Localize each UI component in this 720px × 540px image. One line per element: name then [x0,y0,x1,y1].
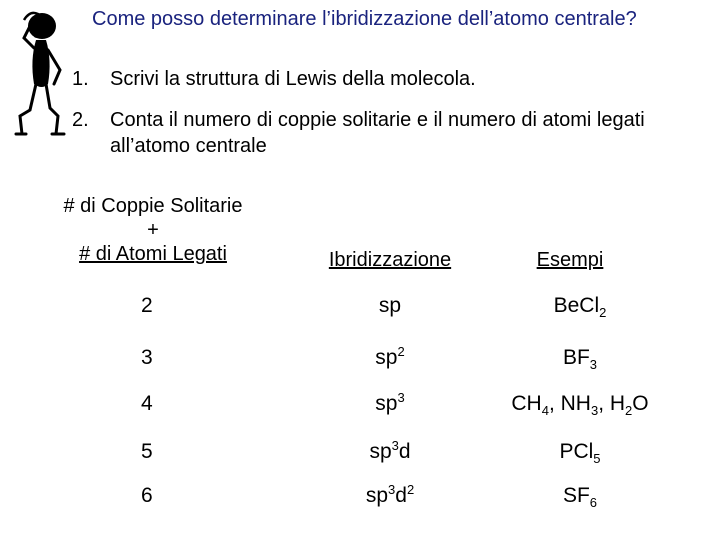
header-hybridization: Ibridizzazione [328,249,452,271]
row-count: 5 [141,440,153,463]
header-plus: + [147,219,159,241]
row-hybridization: $sp^2$ [375,344,405,369]
step-number: 2. [72,109,89,131]
row-example: $CH_4$, $NH_3$, $H_2O$ [511,392,649,419]
step-text: Conta il numero di coppie solitarie e il numero di atomi legati all’atomo centrale [110,109,645,157]
row-example: BeCl$_2$ [553,294,607,321]
row-example: $SF_6$ [562,484,598,511]
row-count: 3 [141,346,153,369]
row-count: 6 [141,484,153,507]
row-count: 4 [141,392,153,415]
row-hybridization: $sp^3d$ [369,438,411,463]
row-example: $BF_3$ [562,346,598,373]
header-examples: Esempi [536,249,604,271]
thinking-stick-figure-icon [2,6,70,146]
row-hybridization: $sp^3$ [375,390,405,415]
header-bonded-atoms: # di Atomi Legati [79,243,227,265]
header-lone-pairs: # di Coppie Solitarie [63,195,243,217]
question-heading: Come posso determinare l’ibridizzazione dell’atomo centrale? [92,8,637,30]
step-number: 1. [72,68,89,90]
header-lone-pairs-bonded [38,194,268,266]
row-count: 2 [141,294,153,317]
row-hybridization: $sp^3d^2$ [365,482,415,507]
step-text: Scrivi la struttura di Lewis della molecola. [110,68,476,90]
row-example: PCl$_5$ [559,440,601,467]
row-hybridization: sp [378,294,402,317]
